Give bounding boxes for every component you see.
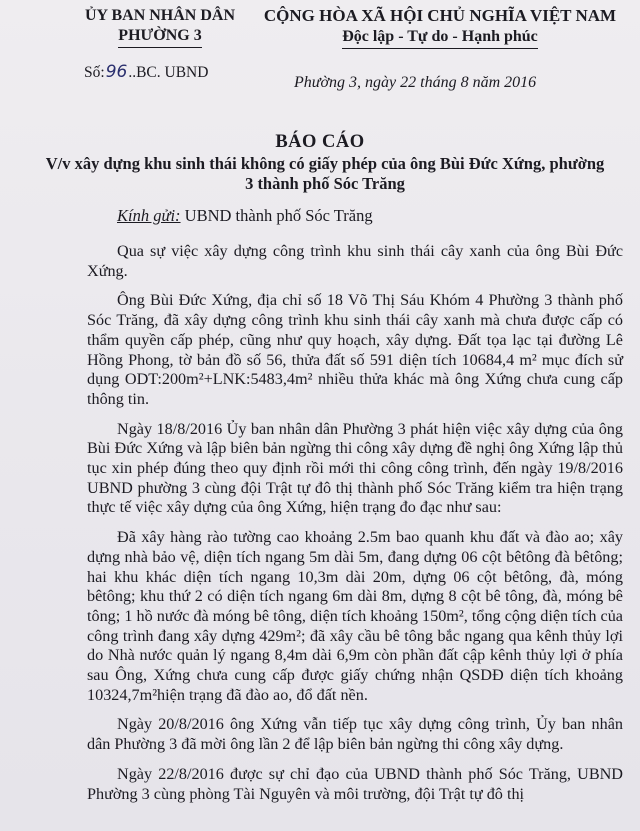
date-location: Phường 3, ngày 22 tháng 8 năm 2016 <box>294 74 537 91</box>
paragraph-intro: Qua sự việc xây dựng công trình khu sinh thái cây xanh của ông Bùi Đức Xứng. <box>87 242 623 280</box>
paragraph-second-notice: Ngày 20/8/2016 ông Xứng vẫn tiếp tục xây dựng công trình, Ủy ban nhân dân Phường 3 đã mời ông lần 2 để lập biên bản ngừng thi công xây dựng. <box>87 715 623 754</box>
report-subject: V/v xây dựng khu sinh thái không có giấy phép của ông Bùi Đức Xứng, phường 3 thành phố Sóc Trăng <box>45 154 605 193</box>
authority-line-1: ỦY BAN NHÂN DÂN <box>84 7 236 24</box>
handwritten-number: 96 <box>105 62 128 82</box>
paragraph-inspection: Ngày 18/8/2016 Ủy ban nhân dân Phường 3 phát hiện việc xây dựng của ông Bùi Đức Xứng và lập biên bản ngừng thi công xây dựng đề nghị ông Xứng lập thủ tục xin phép đúng theo quy định rồi mới thi công công trình, đến ngày 19/8/2016 UBND phường 3 cùng đội Trật tự đô thị thành phố Sóc Trăng kiểm tra hiện trạng thực tế việc xây dựng của ông Xứng, hiện trạng đo đạc như sau: <box>87 419 623 517</box>
recipient-name: UBND thành phố Sóc Trăng <box>184 206 373 225</box>
issuing-authority <box>70 6 250 48</box>
paragraph-city-direction: Ngày 22/8/2016 được sự chỉ đạo của UBND thành phố Sóc Trăng, UBND Phường 3 cùng phòng Tài Nguyên và môi trường, đội Trật tự đô thị <box>87 764 623 803</box>
recipient-line <box>117 206 373 226</box>
national-header <box>244 6 636 49</box>
recipient-label: Kính gửi: <box>117 206 181 225</box>
report-title: BÁO CÁO <box>275 132 365 152</box>
paragraph-owner-details: Ông Bùi Đức Xứng, địa chỉ số 18 Võ Thị Sáu Khóm 4 Phường 3 thành phố Sóc Trăng, đã xây dựng công trình khu sinh thái cây xanh mà chưa được cấp có thẩm quyền cấp phép, cũng như quy hoạch, xây dựng. Đất tọa lạc tại đường Lê Hồng Phong, tờ bản đồ số 56, thửa đất số 591 diện tích 10684,4 m² mục đích sử dụng ODT:200m²+LNK:5483,4m² nhiều thửa khác mà ông Xứng chưa cung cấp thông tin. <box>87 291 623 408</box>
paragraph-measurements: Đã xây hàng rào tường cao khoảng 2.5m bao quanh khu đất và đào ao; xây dựng nhà bảo vệ, diện tích ngang 5m dài 5m, đang dựng 06 cột bêtông đà bêtông; hai khu khác diện tích ngang 10,3m dài 20m, dựng 06 cột bêtông, đà, móng bêtông; khu thứ 2 có diện tích ngang 6m dài 8m, dựng 8 cột bê tông, đà, móng bê tông; 1 hồ nước đà móng bê tông, diện tích khoảng 150m², tổng cộng diện tích của công trình đang xây dựng 429m²; đã xây cầu bê tông bắc ngang qua kênh thủy lợi do Nhà nước quản lý ngang 8,4m dài 6,9m còn phần đất cập kênh thủy lợi ở phía sau Ông, Xứng chưa cung cấp được giấy chứng nhận QSDĐ diện tích khoảng 10324,7m²hiện trạng đã đào ao, đổ đất nền. <box>87 528 623 704</box>
document-number-suffix: ..BC. UBND <box>128 64 209 81</box>
national-motto: Độc lập - Tự do - Hạnh phúc <box>342 27 538 49</box>
report-body <box>87 242 623 814</box>
authority-line-2: PHƯỜNG 3 <box>118 26 201 48</box>
nation-name: CỘNG HÒA XÃ HỘI CHỦ NGHĨA VIỆT NAM <box>263 6 617 25</box>
document-number-prefix: Số: <box>84 64 105 81</box>
document-number <box>84 62 208 82</box>
